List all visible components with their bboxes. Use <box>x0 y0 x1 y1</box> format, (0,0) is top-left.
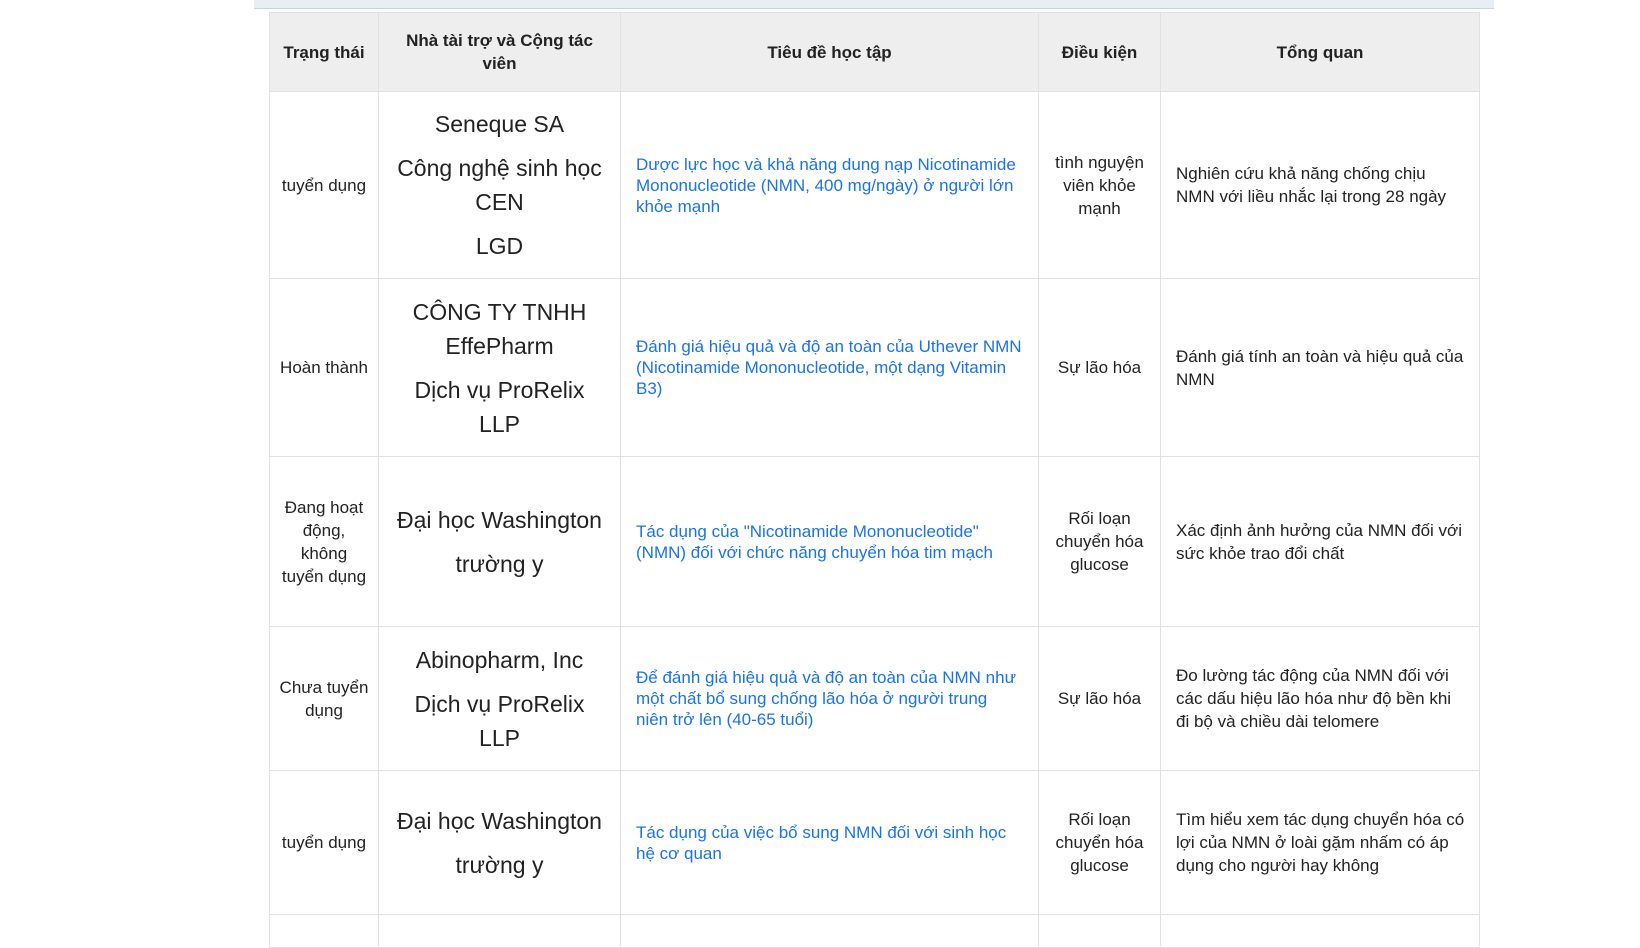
empty-cell <box>379 915 621 948</box>
sponsor-name: Seneque SA <box>434 111 565 137</box>
status-cell: Chưa tuyển dụng <box>270 627 379 771</box>
overview-cell: Nghiên cứu khả năng chống chịu NMN với liều nhắc lại trong 28 ngày <box>1161 92 1480 279</box>
condition-cell: tình nguyện viên khỏe mạnh <box>1039 92 1161 279</box>
sponsor-name: LGD <box>475 233 524 259</box>
study-title-cell <box>621 92 1039 279</box>
sponsor-name: Đại học Washington <box>397 807 602 834</box>
empty-cell <box>1161 915 1480 948</box>
study-title-cell <box>621 627 1039 771</box>
table-row-partial <box>270 915 1480 948</box>
overview-cell: Tìm hiểu xem tác dụng chuyển hóa có lợi của NMN ở loài gặm nhấm có áp dụng cho người hay không <box>1161 771 1480 915</box>
sponsor-name: Abinopharm, Inc <box>415 646 584 673</box>
study-title-link[interactable]: Dược lực học và khả năng dung nạp Nicotinamide Mononucleotide (NMN, 400 mg/ngày) ở người lớn khỏe mạnh <box>636 154 1016 216</box>
sponsor-cell <box>379 92 621 279</box>
study-table-container <box>269 12 1479 948</box>
table-row <box>270 92 1480 279</box>
table-row <box>270 457 1480 627</box>
sponsor-name: Đại học Washington <box>397 506 602 533</box>
top-strip <box>254 0 1494 9</box>
table-row <box>270 627 1480 771</box>
condition-cell: Rối loạn chuyển hóa glucose <box>1039 457 1161 627</box>
header-condition: Điều kiện <box>1039 13 1161 92</box>
header-status: Trạng thái <box>270 13 379 92</box>
overview-cell: Đo lường tác động của NMN đối với các dấu hiệu lão hóa như độ bền khi đi bộ và chiều dài telomere <box>1161 627 1480 771</box>
study-title-cell <box>621 771 1039 915</box>
overview-cell: Xác định ảnh hưởng của NMN đối với sức khỏe trao đổi chất <box>1161 457 1480 627</box>
condition-cell: Sự lão hóa <box>1039 627 1161 771</box>
study-title-link[interactable]: Đánh giá hiệu quả và độ an toàn của Uthever NMN (Nicotinamide Mononucleotide, một dạng Vitamin B3) <box>636 337 1022 398</box>
study-table <box>269 12 1480 948</box>
sponsor-name: Dịch vụ ProRelix LLP <box>414 690 585 751</box>
sponsor-cell <box>379 457 621 627</box>
status-cell: tuyển dụng <box>270 771 379 915</box>
sponsor-name: CÔNG TY TNHH EffePharm <box>412 298 587 359</box>
sponsor-cell <box>379 279 621 457</box>
header-overview: Tổng quan <box>1161 13 1480 92</box>
empty-cell <box>621 915 1039 948</box>
table-header-row <box>270 13 1480 92</box>
sponsor-name: trường y <box>455 851 544 878</box>
header-title: Tiêu đề học tập <box>621 13 1039 92</box>
status-cell: tuyển dụng <box>270 92 379 279</box>
study-title-link[interactable]: Để đánh giá hiệu quả và độ an toàn của NMN như một chất bổ sung chống lão hóa ở người trung niên trở lên (40-65 tuổi) <box>636 668 1016 729</box>
study-title-cell <box>621 457 1039 627</box>
empty-cell <box>270 915 379 948</box>
empty-cell <box>1039 915 1161 948</box>
sponsor-name: Dịch vụ ProRelix LLP <box>414 376 585 437</box>
sponsor-cell <box>379 771 621 915</box>
study-title-link[interactable]: Tác dụng của "Nicotinamide Mononucleotide" (NMN) đối với chức năng chuyển hóa tim mạch <box>636 521 993 562</box>
condition-cell: Sự lão hóa <box>1039 279 1161 457</box>
study-title-link[interactable]: Tác dụng của việc bổ sung NMN đối với sinh học hệ cơ quan <box>636 822 1007 863</box>
condition-cell: Rối loạn chuyển hóa glucose <box>1039 771 1161 915</box>
table-row <box>270 279 1480 457</box>
status-cell: Đang hoạt động, không tuyển dụng <box>270 457 379 627</box>
table-row <box>270 771 1480 915</box>
status-cell: Hoàn thành <box>270 279 379 457</box>
overview-cell: Đánh giá tính an toàn và hiệu quả của NMN <box>1161 279 1480 457</box>
sponsor-name: Công nghệ sinh học CEN <box>397 155 602 215</box>
study-title-cell <box>621 279 1039 457</box>
sponsor-name: trường y <box>455 550 544 577</box>
header-sponsors: Nhà tài trợ và Cộng tác viên <box>379 13 621 92</box>
sponsor-cell <box>379 627 621 771</box>
